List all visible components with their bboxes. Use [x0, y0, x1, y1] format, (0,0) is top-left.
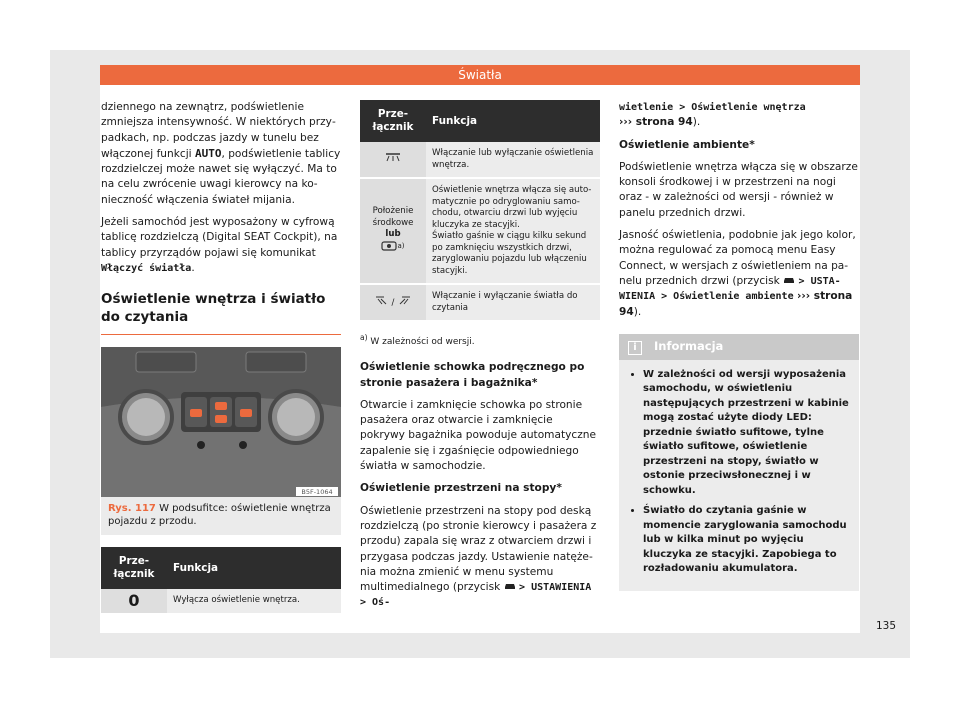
table-row: 0 Wyłącza oświetlenie wnętrza.	[101, 589, 341, 614]
car-menu-icon	[783, 275, 795, 284]
column-header: Przełącznik	[360, 100, 426, 142]
figure-caption: Rys. 117 W podsufitce: oświetlenie wnętrza pojazdu z przodu.	[101, 497, 341, 535]
chapter-header: Światła	[100, 65, 860, 85]
column-header: Funkcja	[167, 547, 341, 589]
auto-symbol: AUTO	[194, 146, 222, 160]
column-3	[619, 100, 859, 591]
figure-code: B5F-1064	[301, 488, 333, 497]
section-heading: Oświetlenie wnętrza i światło do czytania	[101, 291, 326, 326]
table-row: / Włączanie i wyłączanie światła do czytania	[360, 284, 600, 321]
reading-light-symbols: /	[360, 284, 426, 321]
column-header: Przełącznik	[101, 547, 167, 589]
column-header: Funkcja	[426, 100, 600, 142]
info-list	[619, 360, 859, 591]
figure-overhead-console	[101, 347, 341, 497]
interior-light-symbol	[360, 142, 426, 178]
table-header-row	[360, 100, 600, 142]
subheading: Oświetlenie przestrzeni na stopy*	[360, 482, 562, 495]
car-menu-icon	[504, 581, 516, 590]
interior-light-icon	[383, 151, 403, 163]
subheading: Oświetlenie ambiente*	[619, 138, 755, 151]
subheading: Oświetlenie schowka podręcznego po stronie pasażera i bagażnika*	[360, 361, 585, 389]
table-header-row	[101, 547, 341, 589]
menu-path: > USTAWIENIA > Oświetlenie ambiente	[619, 275, 841, 303]
info-header: i Informacja	[619, 334, 859, 360]
list-item: • Światło do czytania gaśnie w momencie zaryglowania samochodu lub w kilka minut po wyjęciu kluczyka ze stacyjki. Zapobiega to rozładowaniu akumulatora.	[643, 504, 849, 577]
figure-number: Rys. 117	[108, 503, 156, 515]
list-item: • W zależności od wersji wyposażenia samochodu, w oświetleniu następujących przestrzeni w kabinie mogą zostać użyte diody LED: przednie światło sufitowe, tylne światło sufitowe, oświetlenie przestrzeni na stopy, światło w ostonie przeciwsłonecznej i w schowku.	[643, 368, 849, 499]
right-reading-light-icon	[397, 295, 411, 305]
overhead-console-illustration	[101, 347, 341, 497]
table-row: Włączanie lub wyłączanie oświetlenia wnętrza.	[360, 142, 600, 178]
paragraph: Jasność oświetlenia, podobnie jak jego kolor, można regulować za pomocą menu Easy Connect, w wersjach z oświetleniem na panelu przednich drzwi (przycisk > USTAWIENIA > Oświetlenie ambiente ››› strona 94).	[619, 229, 856, 318]
footnote: $^{a)}$ W zależności od wersji.	[360, 333, 475, 347]
info-icon: i	[628, 341, 642, 355]
menu-path: > USTAWIENIA > Oś-	[360, 582, 592, 609]
off-symbol: 0	[101, 589, 167, 614]
paragraph: Oświetlenie przestrzeni na stopy pod deską rozdzielczą (po stronie kierowcy i pasażera z przodu) zapala się wraz z otwarciem drzwi i przygasa podczas jazdy. Ustawienie natężenia można zmienić w menu systemu multimedialnego (przycisk > USTAWIENIA > Oś-	[360, 504, 597, 609]
column-1	[101, 100, 341, 615]
paragraph: wietlenie > Oświetlenie wnętrza ››› strona 94).	[619, 102, 806, 129]
switch-table-1	[101, 547, 341, 615]
switch-table-2	[360, 100, 600, 322]
paragraph: dziennego na zewnątrz, podświetlenie zmniejsza intensywność. W niektórych przypadkach, np. podczas jazdy w tunelu bez włączonej funkcji AUTO, podświetlenie tablicy rozdzielczej może nawet się wyłączyć. Ma to na celu zwrócenie uwagi kierowcy na konieczność włączenia świateł mijania.	[101, 101, 341, 206]
left-reading-light-icon	[375, 295, 389, 305]
table-row: Położenie środkowe lub $^{a)}$ Oświetlenie wnętrza włącza się automatycznie po odryglowaniu samochodu, otwarciu drzwi lub wyjęciu kluczyka ze stacyjki. Światło gaśnie w ciągu kilku sekund po zamknięciu wszystkich drzwi, zaryglowaniu pojazdu lub włączeniu stacyjki.	[360, 178, 600, 284]
page-number: 135	[876, 620, 897, 632]
door-contact-icon	[381, 241, 397, 251]
paragraph: Podświetlenie wnętrza włącza się w obszarze konsoli środkowej i w przestrzeni na nogi oraz - w zależności od wersji - również w panelu przednich drzwi.	[619, 160, 858, 219]
info-box	[619, 334, 859, 591]
page-reference-link[interactable]: ››› strona 94	[619, 116, 693, 129]
paragraph: Otwarcie i zamknięcie schowka po stronie pasażera oraz otwarcie i zamknięcie pokrywy bagażnika powoduje automatyczne zapalenie się i zgaśnięcie odpowiedniego światła w samochodzie.	[360, 398, 597, 473]
heading-rule	[101, 334, 341, 335]
paragraph: Jeżeli samochód jest wyposażony w cyfrową tablicę rozdzielczą (Digital SEAT Cockpit), na tablicy przyrządów pojawi się komunikat Włączyć światła.	[101, 216, 338, 274]
page-reference-link[interactable]: ››› strona 94	[619, 290, 853, 318]
footnote-reference: a)	[397, 241, 405, 250]
display-message: Włączyć światła	[101, 262, 192, 274]
column-2	[360, 100, 600, 618]
menu-path: wietlenie > Oświetlenie wnętrza	[619, 102, 806, 113]
